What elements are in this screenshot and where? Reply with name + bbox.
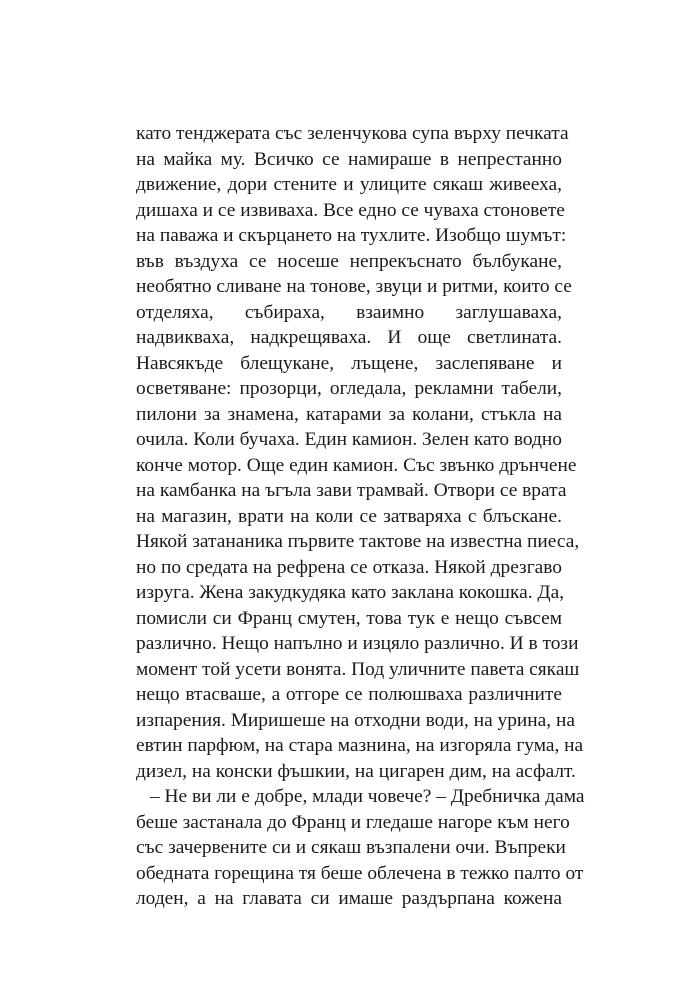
text-line: надвикваха, надкрещяваха. И още светлината.: [136, 327, 562, 348]
text-line: дишаха и се извиваха. Все едно се чуваха стоновете: [136, 199, 565, 221]
text-line: осветяване: прозорци, огледала, рекламни табели,: [136, 378, 562, 399]
text-line: момент той усети вонята. Под уличните павета сякаш: [136, 658, 580, 680]
text-line: пилони за знамена, катарами за колани, стъкла на: [136, 403, 562, 425]
text-line: във въздуха се носеше непрекъснато бълбукане,: [136, 250, 562, 272]
text-line: Навсякъде блещукане, лъщене, заслепяване и: [136, 352, 562, 374]
text-line: но по средата на рефрена се отказа. Някой дрезгаво: [136, 556, 562, 578]
text-line: беше застанала до Франц и гледаше нагоре към него: [136, 811, 570, 833]
text-line: необятно сливане на тонове, звуци и ритми, които се: [136, 276, 572, 297]
text-line: на магазин, врати на коли се затваряха с блъскане.: [136, 505, 562, 527]
text-line: лоден, а на главата си имаше раздърпана кожена: [136, 888, 562, 909]
paragraph: [136, 121, 584, 784]
text-line: движение, дори стените и улиците сякаш живееха,: [136, 174, 562, 195]
text-line: дизел, на конски фъшкии, на цигарен дим, на асфалт.: [136, 760, 576, 782]
body-text: [136, 121, 585, 912]
text-line: със зачервените си и сякаш възпалени очи. Въпреки: [136, 837, 566, 858]
text-line: изруга. Жена закудкудяка като заклана кокошка. Да,: [136, 582, 565, 603]
text-line: на майка му. Всичко се намираше в непрестанно: [136, 148, 562, 170]
text-line: на камбанка на ъгъла зави трамвай. Отвори се врата: [136, 480, 567, 501]
text-line: помисли си Франц смутен, това тук е нещо съвсем: [136, 607, 562, 629]
text-line: отделяха, събираха, взаимно заглушаваха,: [136, 301, 562, 323]
text-line: обедната горещина тя беше облечена в тежко палто от: [136, 862, 584, 884]
text-line: очила. Коли бучаха. Един камион. Зелен като водно: [136, 429, 562, 450]
text-line: нещо втасваше, а отгоре се полюшваха различните: [136, 684, 562, 705]
text-line: на паважа и скърцането на тухлите. Изобщо шумът:: [136, 225, 567, 246]
text-line: като тенджерата със зеленчукова супа върху печката: [136, 123, 569, 144]
text-line: Някой затананика първите тактове на известна пиеса,: [136, 531, 580, 552]
text-line: – Не ви ли е добре, млади човече? – Дребничка дама: [150, 786, 585, 807]
text-line: конче мотор. Още един камион. Със звънко дрънчене: [136, 454, 577, 476]
text-line: евтин парфюм, на стара мазнина, на изгоряла гума, на: [136, 735, 584, 756]
text-line: различно. Нещо напълно и изцяло различно. И в този: [136, 633, 579, 654]
text-line: изпарения. Миришеше на отходни води, на урина, на: [136, 709, 575, 731]
paragraph: [136, 784, 585, 912]
